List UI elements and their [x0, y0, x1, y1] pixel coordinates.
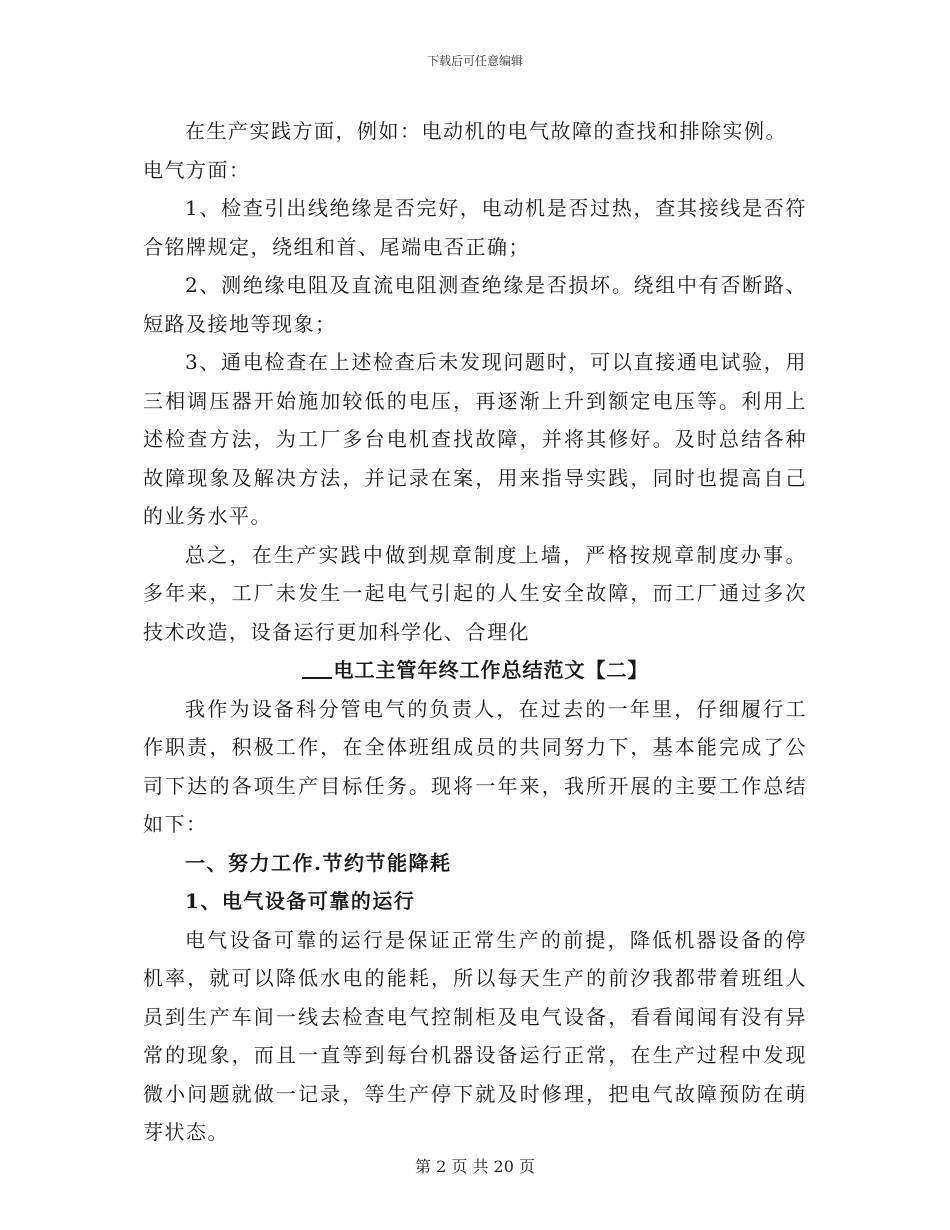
paragraph: 2、测绝缘电阻及直流电阻测查绝缘是否损坏。绕组中有否断路、短路及接地等现象；: [143, 273, 807, 336]
document-body: [143, 112, 807, 1152]
section-title: [143, 651, 807, 690]
paragraph: 电气设备可靠的运行是保证正常生产的前提，降低机器设备的停机率，就可以降低水电的能耗，所以每天生产的前汐我都带着班组人员到生产车间一线去检查电气控制柜及电气设备，看看闻闻有没有异常的现象，而且一直等到每台机器设备运行正常，在生产过程中发现微小问题就做一记录，等生产停下就及时修理，把电气故障预防在萌芽状态。: [143, 927, 807, 1144]
page-header: 下载后可任意编辑: [426, 54, 523, 68]
heading-level-2: 1、电气设备可靠的运行: [185, 889, 416, 913]
heading-level-1: 一、努力工作.节约节能降耗: [185, 850, 452, 875]
paragraph: 3、通电检查在上述检查后未发现问题时，可以直接通电试验，用三相调压器开始施加较低的电压，再逐渐上升到额定电压等。利用上述检查方法，为工厂多台电机查找故障，并将其修好。及时总结各种故障现象及解决方法，并记录在案，用来指导实践，同时也提高自己的业务水平。: [143, 350, 807, 528]
section-title-text: 电工主管年终工作总结范文【二】: [333, 658, 649, 682]
paragraph: 电气方面：: [143, 157, 251, 182]
blank-underline: [302, 657, 332, 679]
paragraph: 在生产实践方面，例如：电动机的电气故障的查找和排除实例。: [185, 119, 787, 143]
paragraph: 1、检查引出线绝缘是否完好，电动机是否过热，查其接线是否符合铭牌规定，绕组和首、尾端电否正确；: [143, 196, 807, 259]
paragraph: 我作为设备科分管电气的负责人，在过去的一年里，仔细履行工作职责，积极工作，在全体班组成员的共同努力下，基本能完成了公司下达的各项生产目标任务。现将一年来，我所开展的主要工作总结如下：: [143, 696, 807, 836]
paragraph: 总之，在生产实践中做到规章制度上墙，严格按规章制度办事。多年来，工厂未发生一起电气引起的人生安全故障，而工厂通过多次技术改造，设备运行更加科学化、合理化: [143, 542, 807, 644]
page-footer: 第 2 页 共 20 页: [415, 1157, 535, 1176]
